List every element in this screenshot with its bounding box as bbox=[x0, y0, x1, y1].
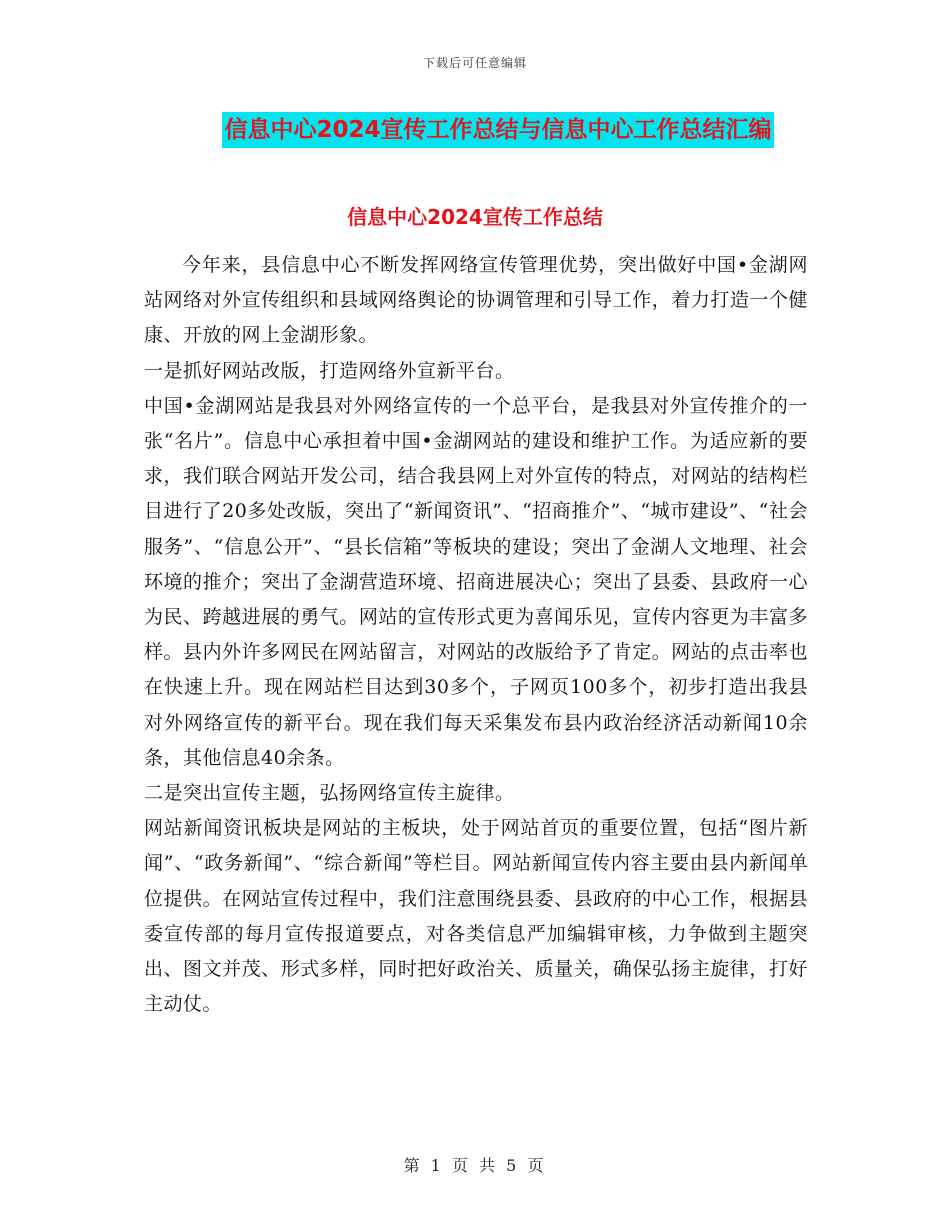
header-note: 下载后可任意编辑 bbox=[422, 56, 527, 70]
paragraph-news-section: 网站新闻资讯板块是网站的主板块，处于网站首页的重要位置，包括“图片新闻”、“政务新闻”、“综合新闻”等栏目。网站新闻宣传内容主要由县内新闻单位提供。在网站宣传过程中，我们注意围绕县委、县政府的中心工作，根据县委宣传部的每月宣传报道要点，对各类信息严加编辑审核，力争做到主题突出、图文并茂、形式多样，同时把好政治关、质量关，确保弘扬主旋律，打好主动仗。 bbox=[144, 817, 808, 1016]
document-title-container bbox=[0, 112, 950, 148]
document-title: 信息中心2024宣传工作总结与信息中心工作总结汇编 bbox=[222, 112, 773, 148]
document-body bbox=[144, 248, 808, 1022]
page-number-footer: 第 1 页 共 5 页 bbox=[403, 1156, 547, 1175]
paragraph-heading-2: 二是突出宣传主题，弘扬网络宣传主旋律。 bbox=[144, 782, 515, 805]
section-title: 信息中心2024宣传工作总结 bbox=[347, 205, 603, 229]
paragraph-website-revision: 中国•金湖网站是我县对外网络宣传的一个总平台，是我县对外宣传推介的一张“名片”。信息中心承担着中国•金湖网站的建设和维护工作。为适应新的要求，我们联合网站开发公司，结合我县网上对外宣传的特点，对网站的结构栏目进行了20多处改版，突出了“新闻资讯”、“招商推介”、“城市建设”、“社会服务”、“信息公开”、“县长信箱”等板块的建设；突出了金湖人文地理、社会环境的推介；突出了金湖营造环境、招商进展决心；突出了县委、县政府一心为民、跨越进展的勇气。网站的宣传形式更为喜闻乐见，宣传内容更为丰富多样。县内外许多网民在网站留言，对网站的改版给予了肯定。网站的点击率也在快速上升。现在网站栏目达到30多个，子网页100多个，初步打造出我县对外网络宣传的新平台。现在我们每天采集发布县内政治经济活动新闻10余条，其他信息40余条。 bbox=[144, 394, 808, 769]
paragraph-heading-1: 一是抓好网站改版，打造网络外宣新平台。 bbox=[144, 359, 515, 382]
paragraph-intro: 今年来，县信息中心不断发挥网络宣传管理优势，突出做好中国•金湖网站网络对外宣传组织和县域网络舆论的协调管理和引导工作，着力打造一个健康、开放的网上金湖形象。 bbox=[144, 254, 808, 347]
